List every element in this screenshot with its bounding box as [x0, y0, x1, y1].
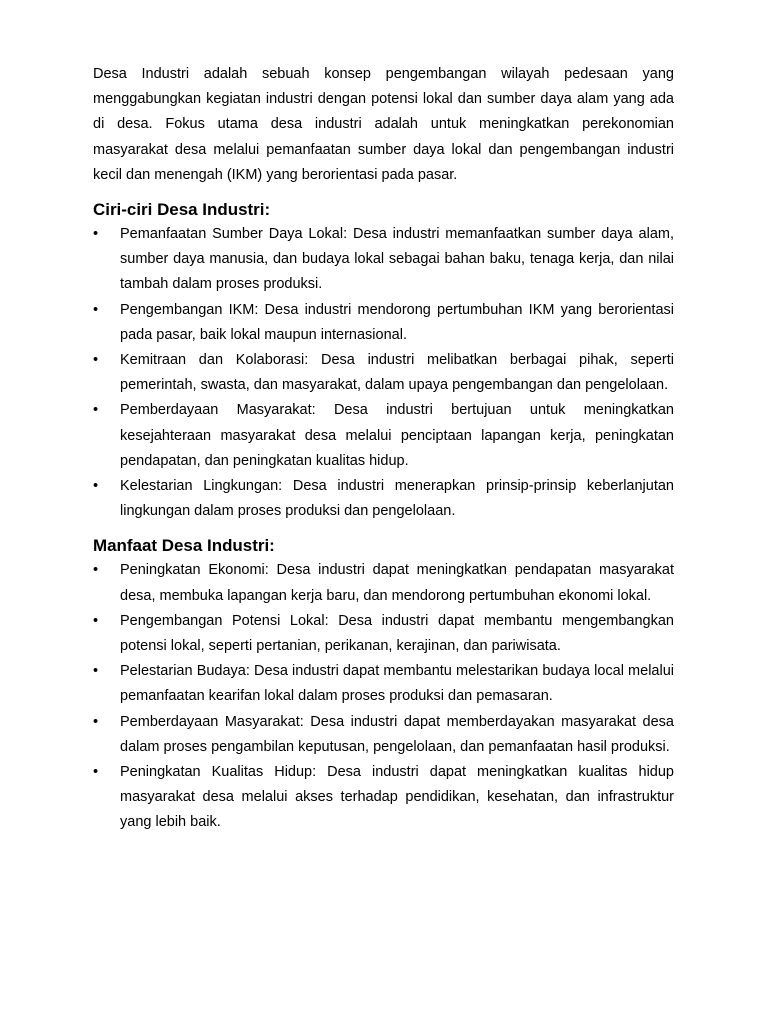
list-item [93, 710, 674, 760]
intro-paragraph: Desa Industri adalah sebuah konsep pengembangan wilayah pedesaan yang menggabungkan kegiatan industri dengan potensi lokal dan sumber daya alam yang ada di desa. Fokus utama desa industri adalah untuk meningkatkan perekonomian masyarakat desa melalui pemanfaatan sumber daya lokal dan pengembangan industri kecil dan menengah (IKM) yang berorientasi pada pasar. [93, 66, 674, 183]
list-item-text: Pemberdayaan Masyarakat: Desa industri dapat memberdayakan masyarakat desa dalam proses pengambilan keputusan, pengelolaan, dan pemanfaatan hasil produksi. [120, 713, 674, 755]
bullet-icon: • [93, 764, 99, 781]
section-heading-ciri-ciri: Ciri-ciri Desa Industri: [93, 200, 271, 220]
list-item-text: Pelestarian Budaya: Desa industri dapat membantu melestarikan budaya local melalui pemanfaatan kearifan lokal dalam proses produksi dan pemasaran. [120, 663, 674, 705]
bullet-icon: • [93, 612, 99, 629]
section-heading-manfaat: Manfaat Desa Industri: [93, 536, 275, 556]
bullet-icon: • [93, 713, 99, 730]
list-item [93, 298, 674, 348]
bullet-icon: • [93, 352, 99, 369]
list-item-text: Peningkatan Ekonomi: Desa industri dapat meningkatkan pendapatan masyarakat desa, membuka lapangan kerja baru, dan mendorong pertumbuhan ekonomi lokal. [120, 562, 674, 604]
manfaat-list [93, 558, 674, 835]
list-item-text: Kemitraan dan Kolaborasi: Desa industri melibatkan berbagai pihak, seperti pemerintah, swasta, dan masyarakat, dalam upaya pengembangan dan pengelolaan. [120, 352, 674, 394]
list-item-text: Peningkatan Kualitas Hidup: Desa industri dapat meningkatkan kualitas hidup masyarakat desa melalui akses terhadap pendidikan, kesehatan, dan infrastruktur yang lebih baik. [120, 764, 674, 831]
list-item [93, 398, 674, 474]
bullet-icon: • [93, 562, 99, 579]
list-item [93, 760, 674, 836]
list-item-text: Kelestarian Lingkungan: Desa industri menerapkan prinsip-prinsip keberlanjutan lingkungan dalam proses produksi dan pengelolaan. [120, 478, 674, 520]
list-item [93, 659, 674, 709]
list-item-text: Pengembangan IKM: Desa industri mendorong pertumbuhan IKM yang berorientasi pada pasar, baik lokal maupun internasional. [120, 301, 674, 343]
document-page [93, 62, 674, 836]
list-item [93, 348, 674, 398]
bullet-icon: • [93, 478, 99, 495]
list-item [93, 222, 674, 298]
bullet-icon: • [93, 301, 99, 318]
list-item [93, 474, 674, 524]
list-item-text: Pemberdayaan Masyarakat: Desa industri bertujuan untuk meningkatkan kesejahteraan masyarakat desa melalui penciptaan lapangan kerja, peningkatan pendapatan, dan peningkatan kualitas hidup. [120, 402, 674, 469]
bullet-icon: • [93, 226, 99, 243]
bullet-icon: • [93, 402, 99, 419]
list-item-text: Pemanfaatan Sumber Daya Lokal: Desa industri memanfaatkan sumber daya alam, sumber daya manusia, dan budaya lokal sebagai bahan baku, tenaga kerja, dan nilai tambah dalam proses produksi. [120, 226, 674, 293]
ciri-ciri-list [93, 222, 674, 524]
list-item [93, 609, 674, 659]
bullet-icon: • [93, 663, 99, 680]
list-item-text: Pengembangan Potensi Lokal: Desa industri dapat membantu mengembangkan potensi lokal, seperti pertanian, perikanan, kerajinan, dan pariwisata. [120, 612, 674, 655]
list-item [93, 558, 674, 608]
